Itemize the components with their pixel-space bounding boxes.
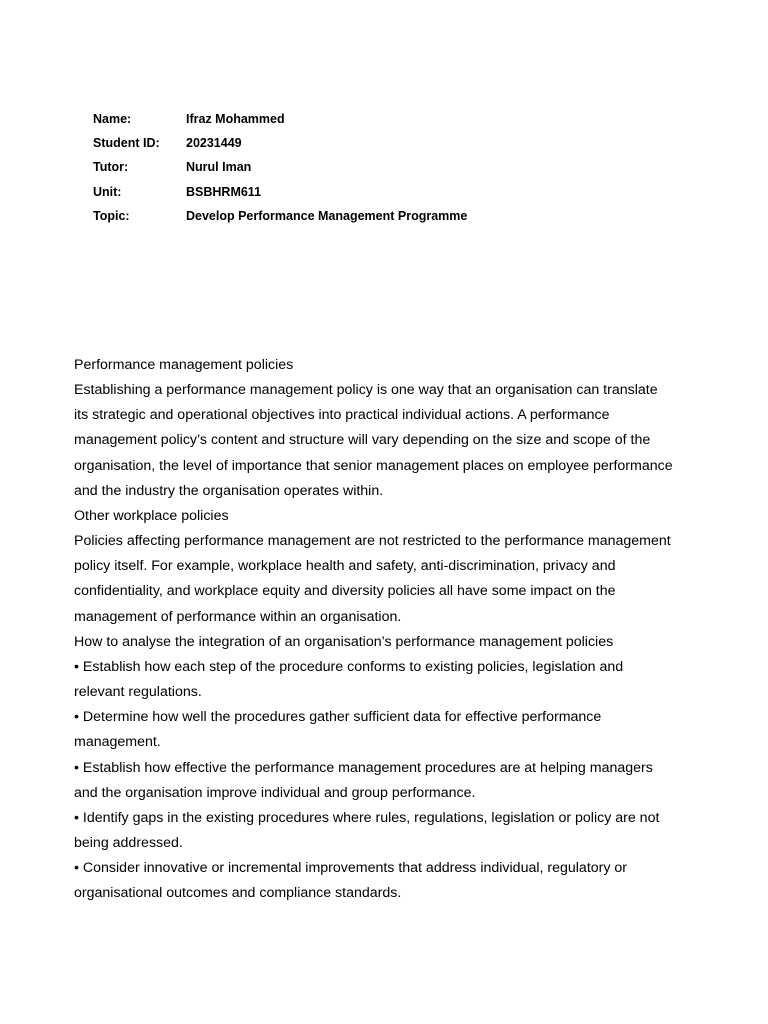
- bullet-item: • Consider innovative or incremental improvements that address individual, regulatory or organisational outcomes and compliance standards.: [74, 860, 628, 902]
- bullet-item: • Determine how well the procedures gather sufficient data for effective performance management.: [74, 709, 602, 751]
- document-body: [74, 353, 674, 906]
- bullet-item: • Establish how effective the performance management procedures are at helping managers and the organisation improve individual and group performance.: [74, 759, 653, 801]
- info-value: Nurul Iman: [186, 160, 252, 175]
- info-value: Develop Performance Management Programme: [186, 208, 468, 223]
- info-row-name: [93, 109, 467, 133]
- info-value: Ifraz Mohammed: [186, 112, 285, 126]
- info-value: 20231449: [186, 136, 242, 151]
- paragraph-policies: Establishing a performance management policy is one way that an organisation can translate its strategic and operational objectives into practical individual actions. A performance management policy’s content and structure will vary depending on the size and scope of the organisation, the level of importance that senior management places on employee performance and the industry the organisation operates within.: [74, 382, 673, 499]
- bullet-item: • Identify gaps in the existing procedures where rules, regulations, legislation or policy are not being addressed.: [74, 809, 660, 851]
- info-label: Unit:: [93, 184, 122, 199]
- info-row-tutor: [93, 157, 467, 181]
- bullet-item: • Establish how each step of the procedure conforms to existing policies, legislation and relevant regulations.: [74, 658, 624, 701]
- section-heading-analyse: How to analyse the integration of an organisation’s performance management policies: [74, 633, 614, 650]
- info-label: Student ID:: [93, 136, 160, 151]
- info-row-student-id: [93, 133, 467, 157]
- info-label: Topic:: [93, 208, 130, 223]
- info-label: Name:: [93, 112, 132, 126]
- student-info-table: [93, 109, 467, 230]
- section-heading-other-policies: Other workplace policies: [74, 507, 229, 524]
- info-label: Tutor:: [93, 160, 129, 175]
- info-row-topic: [93, 206, 467, 230]
- info-value: BSBHRM611: [186, 184, 262, 199]
- paragraph-other-policies: Policies affecting performance management are not restricted to the performance management policy itself. For example, workplace health and safety, anti-discrimination, privacy and confidentiality, and workplace equity and diversity policies all have some impact on the management of performance within an organisation.: [74, 533, 671, 625]
- info-row-unit: [93, 182, 467, 206]
- section-heading-policies: Performance management policies: [74, 357, 294, 373]
